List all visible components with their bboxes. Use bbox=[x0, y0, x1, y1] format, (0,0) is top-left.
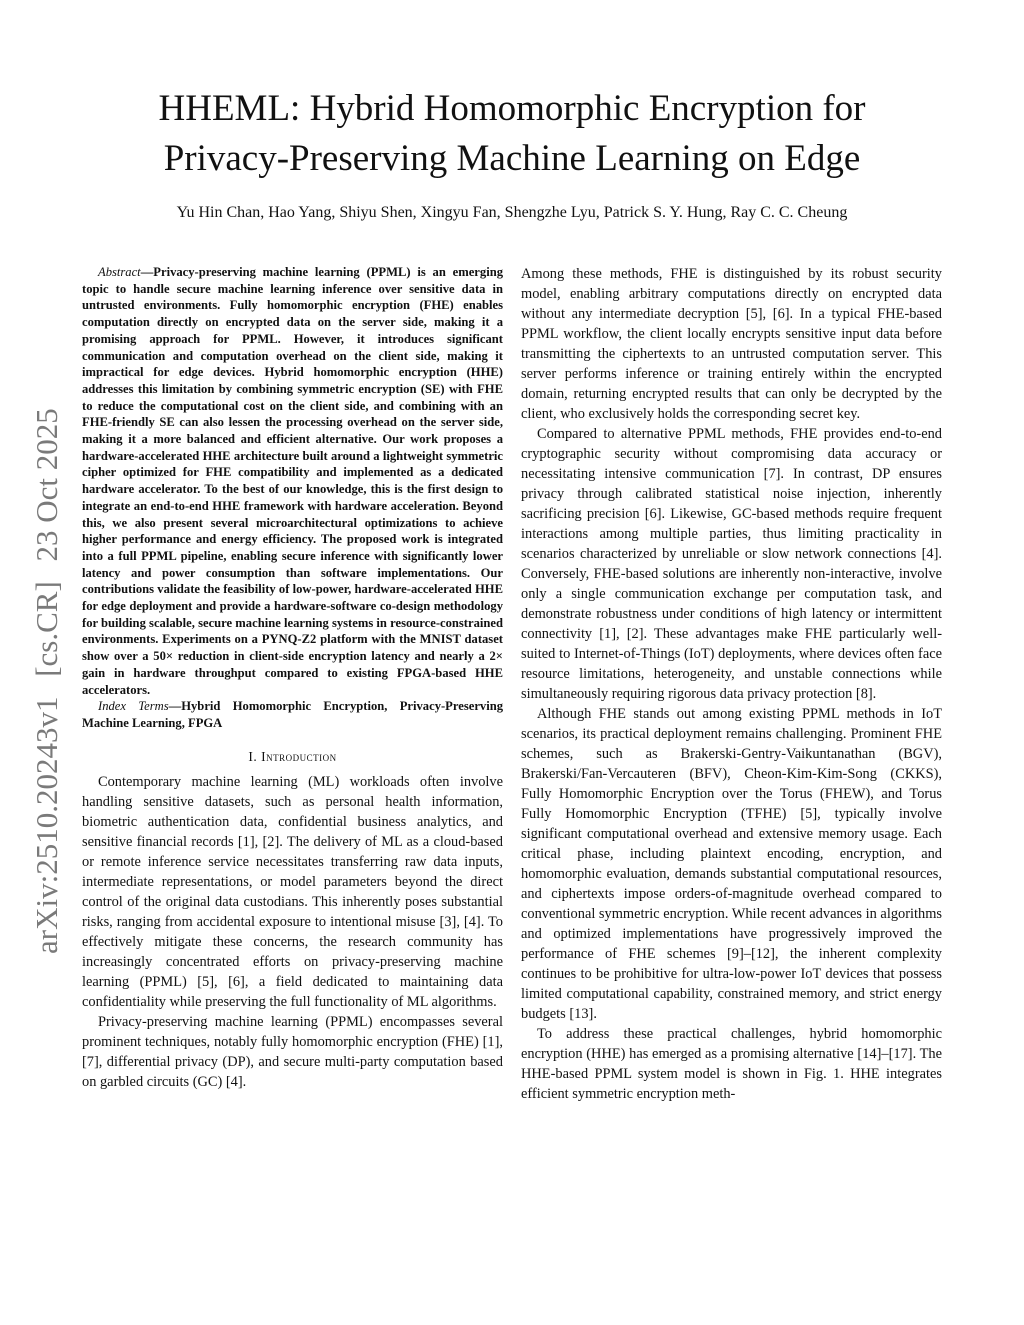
paragraph: Among these methods, FHE is distinguished by its robust security model, enabling arbitrary computations directly on encrypted data without any intermediate decryption [5], [6]. In a typical FHE-based PPML workflow, the client locally encrypts sensitive input data before transmitting the ciphertexts to an untrusted computation server. This server performs inference or training entirely within the encrypted domain, returning encrypted results that can only be decrypted by the client, who exclusively holds the corresponding secret key. bbox=[521, 266, 942, 422]
paragraph: Although FHE stands out among existing PPML methods in IoT scenarios, its practical deployment remains challenging. Prominent FHE schemes, such as Brakerski-Gentry-Vaikuntanathan (BGV), Brakerski/Fan-Vercauteren (BFV), Cheon-Kim-Kim-Song (CKKS), Fully Homomorphic Encryption over the Torus (FHEW), and Torus Fully Homomorphic Encryption (TFHE) [5], typically involve significant computational overhead and extensive memory usage. Each critical phase, including plaintext encoding, encryption, and homomorphic evaluation, demands substantial computational resources, and ciphertexts impose orders-of-magnitude overhead compared to conventional symmetric encryption. While recent advances in algorithms and optimized implementations have progressively improved the performance of FHE schemes [9]–[12], the inherent complexity continues to be prohibitive for ultra-low-power IoT devices that possess limited computational capability, constrained memory, and strict energy budgets [13]. bbox=[521, 706, 942, 1022]
title-line-1: HHEML: Hybrid Homomorphic Encryption for bbox=[158, 88, 866, 129]
index-terms bbox=[82, 698, 503, 731]
arxiv-stamp bbox=[26, 374, 68, 954]
abstract-lead: Abstract bbox=[98, 265, 141, 279]
author-list: Yu Hin Chan, Hao Yang, Shiyu Shen, Xingyu Fan, Shengzhe Lyu, Patrick S. Y. Hung, Ray C. C. Cheung bbox=[176, 204, 848, 221]
section-name: ntroduction bbox=[266, 748, 337, 764]
paragraph: Compared to alternative PPML methods, FHE provides end-to-end cryptographic security without compromising data accuracy or necessitating intensive communication [7]. In contrast, DP ensures privacy through calibrated statistical noise injection, inherently sacrificing precision [6]. Likewise, GC-based methods require frequent interactions among multiple parties, thus limiting practicality in scenarios characterized by unreliable or slow network connections [4]. Conversely, FHE-based solutions are inherently non-interactive, involve only a single communication exchange per computation task, and demonstrate robustness under conditions of high latency or intermittent connectivity [1], [2]. These advantages make FHE particularly well-suited to Internet-of-Things (IoT) deployments, where devices often face resource limitations, heterogeneity, and unstable connections while simultaneously requiring rigorous data privacy protection [8]. bbox=[521, 426, 942, 702]
section-number: I. I bbox=[248, 748, 267, 764]
arxiv-id: arXiv:2510.20243v1 bbox=[29, 696, 64, 954]
arxiv-date: 23 Oct 2025 bbox=[29, 408, 64, 562]
title-line-2: Privacy-Preserving Machine Learning on Edge bbox=[163, 138, 861, 179]
index-terms-body: —Hybrid Homomorphic Encryption, Privacy-Preserving Machine Learning, FPGA bbox=[82, 699, 504, 730]
left-column bbox=[82, 264, 503, 1092]
right-column bbox=[521, 264, 942, 1104]
section-heading-introduction bbox=[82, 748, 503, 766]
abstract-body: —Privacy-preserving machine learning (PPML) is an emerging topic to handle secure machine learning inference over sensitive data in untrusted environments. Fully homomorphic encryption (FHE) enables computation directly on encrypted data on the server side, making it a promising approach for PPML. However, it introduces significant communication and computation overhead on the client side, making it impractical for edge devices. Hybrid homomorphic encryption (HHE) addresses this limitation by combining symmetric encryption (SE) with FHE to reduce the computational cost on the client side, and combining with an FHE-friendly SE can also lessen the processing overhead on the server side, making it a more balanced and efficient alternative. Our work proposes a hardware-accelerated HHE architecture built around a lightweight symmetric cipher optimized for FHE compatibility and implemented as a dedicated hardware accelerator. To the best of our knowledge, this is the first design to integrate an end-to-end HHE framework with hardware acceleration. Beyond this, we also present several microarchitectural optimizations to achieve higher performance and energy efficiency. The proposed work is integrated into a full PPML pipeline, enabling secure inference with significantly lower latency and power consumption than software implementations. Our contributions validate the feasibility of low-power, hardware-accelerated HHE for edge deployment and provide a hardware-software co-design methodology for building scalable, secure machine learning systems in resource-constrained environments. Experiments on a PYNQ-Z2 platform with the MNIST dataset show over a 50× reduction in client-side encryption latency and nearly a 2× gain in hardware throughput compared to existing FPGA-based HHE accelerators. bbox=[82, 265, 503, 697]
paragraph: Privacy-preserving machine learning (PPML) encompasses several prominent techniques, notably fully homomorphic encryption (FHE) [1], [7], differential privacy (DP), and secure multi-party computation based on garbled circuits (GC) [4]. bbox=[82, 1013, 503, 1090]
paper-title bbox=[60, 84, 964, 184]
paragraph: Contemporary machine learning (ML) workloads often involve handling sensitive datasets, such as personal health information, biometric authentication data, confidential business analytics, and sensitive financial records [1], [2]. The delivery of ML as a cloud-based or remote inference service necessitates transferring raw data inputs, intermediate representations, or model parameters beyond the direct control of the original data custodians. This inherently poses substantial risks, ranging from accidental exposure to intentional misuse [3], [4]. To effectively mitigate these concerns, the research community has increasingly concentrated efforts on privacy-preserving machine learning (PPML) [5], [6], a field dedicated to maintaining data confidentiality while preserving the full functionality of ML algorithms. bbox=[82, 773, 503, 1010]
index-terms-lead: Index Terms bbox=[98, 699, 169, 714]
paragraph: To address these practical challenges, hybrid homomorphic encryption (HHE) has emerged as a promising alternative [14]–[17]. The HHE-based PPML system model is shown in Fig. 1. HHE integrates efficient symmetric encryption meth- bbox=[521, 1026, 942, 1102]
abstract bbox=[82, 264, 503, 698]
arxiv-category: [cs.CR] bbox=[29, 581, 64, 677]
